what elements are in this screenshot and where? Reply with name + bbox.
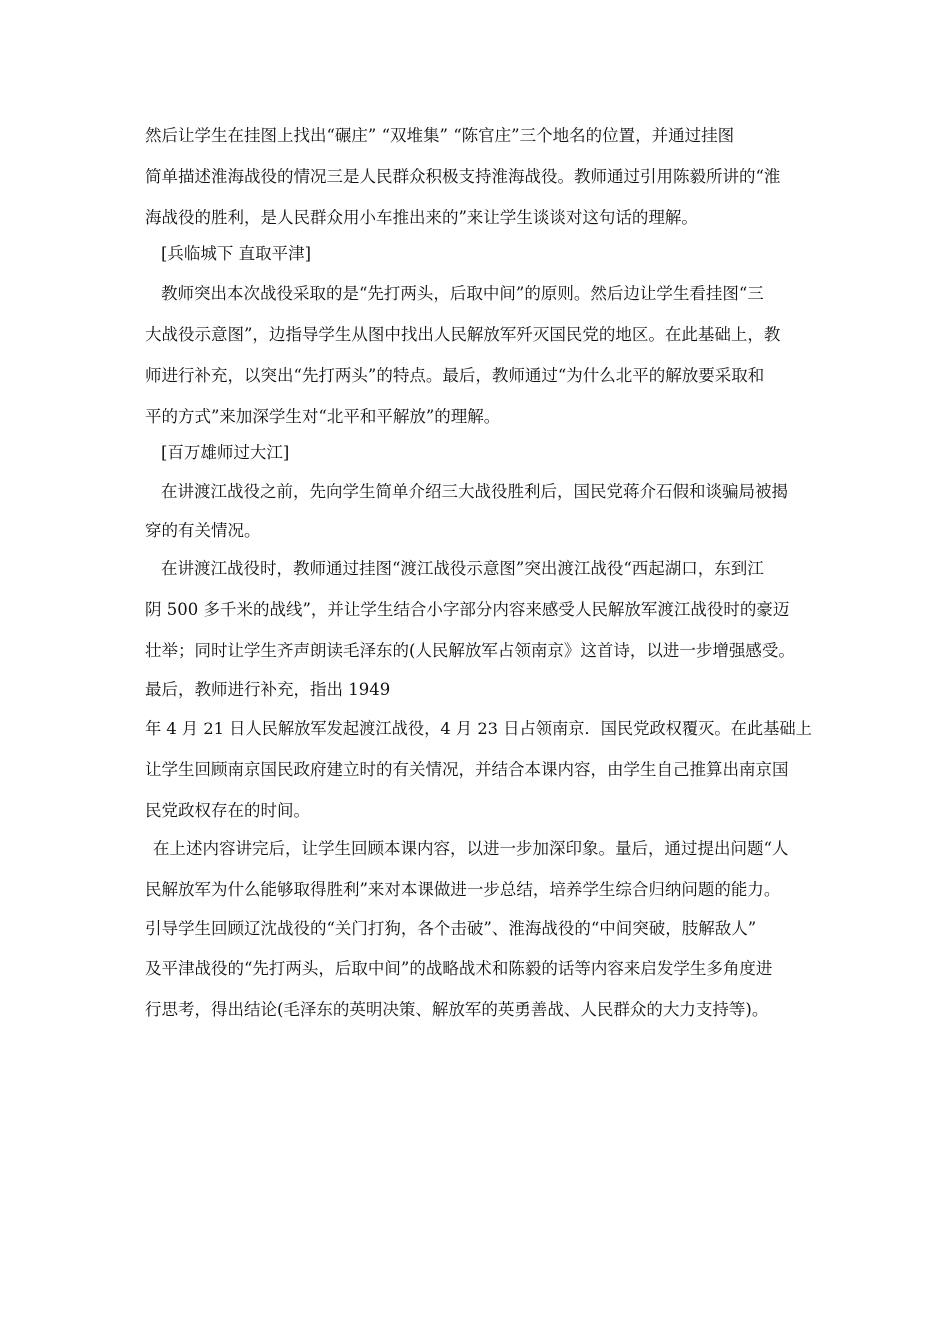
body-text-line: 大战役示意图”，边指导学生从图中找出人民解放军歼灭国民党的地区。在此基础上，教 (145, 325, 781, 344)
body-text-line: 行思考，得出结论(毛泽东的英明决策、解放军的英勇善战、人民群众的大力支持等)。 (145, 1000, 769, 1019)
body-text-line: 在上述内容讲完后，让学生回顾本课内容，以进一步加深印象。量后，通过提出问题“人 (153, 839, 789, 858)
body-text-line: 穿的有关情况。 (145, 521, 261, 540)
body-text-line: 壮举；同时让学生齐声朗读毛泽东的(人民解放军占领南京》这首诗，以进一步增强感受。 (145, 641, 795, 660)
body-text-line: 阴 500 多千米的战线”，并让学生结合小字部分内容来感受人民解放军渡江战役时的豪迈 (145, 600, 790, 619)
body-text-line: 民党政权存在的时间。 (145, 801, 310, 820)
body-text-line: 让学生回顾南京国民政府建立时的有关情况，并结合本课内容，由学生自己推算出南京国 (145, 760, 789, 779)
body-text-line: 教师突出本次战役采取的是“先打两头，后取中间”的原则。然后边让学生看挂图“三 (161, 284, 764, 303)
body-text-line: 简单描述淮海战役的情况三是人民群众积极支持淮海战役。教师通过引用陈毅所讲的“淮 (145, 167, 781, 186)
body-text-line: 然后让学生在挂图上找出“碾庄” “双堆集” “陈官庄”三个地名的位置，并通过挂图 (145, 126, 735, 145)
body-text-line: 在讲渡江战役之前，先向学生简单介绍三大战役胜利后，国民党蒋介石假和谈骗局被揭 (161, 482, 788, 501)
body-text-line: 最后，教师进行补充，指出 1949 (145, 680, 391, 699)
body-text-line: 引导学生回顾辽沈战役的“关门打狗，各个击破”、淮海战役的“中间突破，肢解敌人” (145, 919, 757, 938)
body-text-line: 及平津战役的“先打两头，后取中间”的战略战术和陈毅的话等内容来启发学生多角度进 (145, 959, 773, 978)
body-text-line: 年 4 月 21 日人民解放军发起渡江战役，4 月 23 日占领南京．国民党政权覆灭。在此基础上 (145, 719, 812, 738)
body-text-line: 师进行补充，以突出“先打两头”的特点。最后，教师通过“为什么北平的解放要采取和 (145, 366, 765, 385)
section-heading: [百万雄师过大江] (161, 443, 290, 462)
body-text-line: 民解放军为什么能够取得胜利”来对本课做进一步总结，培养学生综合归纳问题的能力。 (145, 880, 781, 899)
section-heading: [兵临城下 直取平津] (161, 244, 312, 263)
body-text-line: 平的方式”来加深学生对“北平和平解放”的理解。 (145, 407, 501, 426)
body-text-line: 在讲渡江战役时，教师通过挂图“渡江战役示意图”突出渡江战役“西起湖口，东到江 (161, 559, 764, 578)
body-text-line: 海战役的胜利，是人民群众用小车推出来的”来让学生谈谈对这句话的理解。 (145, 208, 698, 227)
